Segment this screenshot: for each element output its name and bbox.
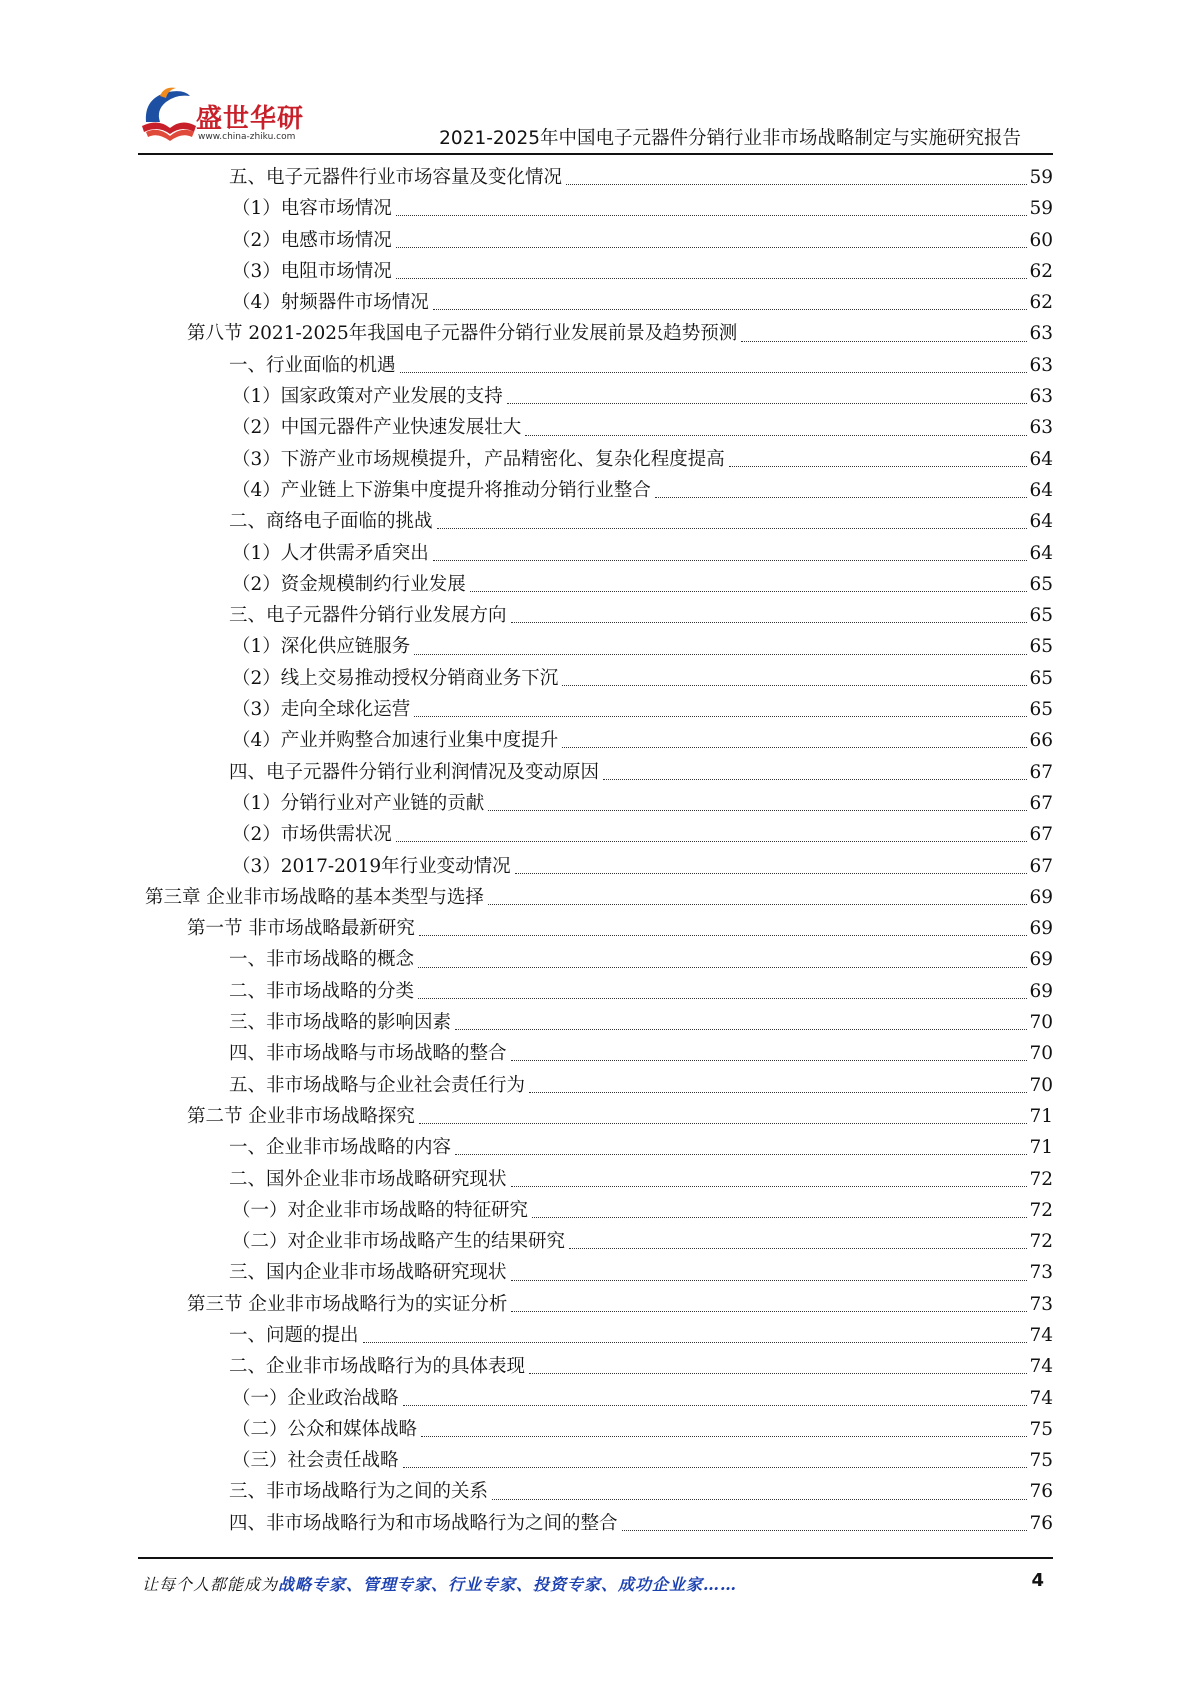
footer-slogan-roles: 战略专家、管理专家、行业专家、投资专家、成功企业家…… [278,1575,738,1594]
company-logo [138,82,313,152]
toc-entry-page: 73 [1029,1293,1053,1315]
toc-entry-page: 62 [1029,260,1053,282]
table-of-contents [0,162,1191,1539]
toc-entry-page: 72 [1029,1168,1053,1190]
toc-entry[interactable] [0,1320,1191,1351]
toc-entry-page: 67 [1029,855,1053,877]
toc-dot-leader [532,1217,1027,1218]
toc-entry-title: （1）人才供需矛盾突出 [232,542,429,564]
toc-dot-leader [363,1342,1028,1343]
toc-entry[interactable] [0,944,1191,975]
toc-entry-title: 第一节 非市场战略最新研究 [187,918,415,940]
toc-entry-title: （4）产业并购整合加速行业集中度提升 [232,730,559,752]
toc-entry-title: （2）市场供需状况 [232,824,392,846]
toc-entry[interactable] [0,193,1191,224]
toc-entry-page: 72 [1029,1231,1053,1253]
toc-dot-leader [529,1092,1027,1093]
toc-dot-leader [396,215,1028,216]
toc-dot-leader [414,654,1027,655]
toc-entry-page: 71 [1029,1105,1053,1127]
toc-entry[interactable] [0,882,1191,913]
toc-entry-page: 63 [1029,323,1053,345]
logo-url: www.china-zhiku.com [198,132,296,142]
toc-entry-title: （3）电阻市场情况 [232,260,392,282]
toc-entry-title: （2）线上交易推动授权分销商业务下沉 [232,667,559,689]
toc-dot-leader [511,1311,1027,1312]
toc-entry-title: （2）资金规模制约行业发展 [232,573,466,595]
toc-entry-title: （3）2017-2019年行业变动情况 [232,855,511,877]
toc-dot-leader [488,904,1028,905]
toc-entry[interactable] [0,287,1191,318]
toc-entry[interactable] [0,725,1191,756]
toc-entry-page: 65 [1029,605,1053,627]
toc-entry-title: 二、企业非市场战略行为的具体表现 [229,1356,526,1378]
toc-dot-leader [455,1029,1027,1030]
toc-entry-page: 74 [1029,1324,1053,1346]
toc-entry[interactable] [0,1164,1191,1195]
toc-dot-leader [655,497,1028,498]
toc-entry[interactable] [0,976,1191,1007]
toc-dot-leader [396,247,1028,248]
toc-entry-title: （1）分销行业对产业链的贡献 [232,792,485,814]
toc-entry-title: （二）公众和媒体战略 [232,1418,418,1440]
toc-entry-page: 72 [1029,1199,1053,1221]
toc-entry[interactable] [0,350,1191,381]
toc-entry[interactable] [0,1257,1191,1288]
toc-entry[interactable] [0,256,1191,287]
toc-entry-page: 65 [1029,699,1053,721]
toc-entry[interactable] [0,162,1191,193]
toc-entry-page: 70 [1029,1012,1053,1034]
toc-entry-title: （4）射频器件市场情况 [232,292,429,314]
toc-entry[interactable] [0,1445,1191,1476]
report-title: 2021-2025年中国电子元器件分销行业非市场战略制定与实施研究报告 [439,128,1021,149]
toc-entry[interactable] [0,1070,1191,1101]
toc-dot-leader [562,685,1027,686]
toc-entry-page: 65 [1029,573,1053,595]
toc-entry-title: 第二节 企业非市场战略探究 [187,1105,415,1127]
toc-entry-page: 67 [1029,792,1053,814]
toc-entry[interactable] [0,1414,1191,1445]
toc-entry[interactable] [0,1226,1191,1257]
toc-entry[interactable] [0,631,1191,662]
toc-entry-page: 59 [1029,198,1053,220]
logo-emblem-icon [138,82,200,144]
toc-dot-leader [529,1373,1027,1374]
toc-entry-page: 74 [1029,1387,1053,1409]
toc-entry-page: 65 [1029,636,1053,658]
toc-dot-leader [525,435,1027,436]
toc-entry[interactable] [0,444,1191,475]
toc-entry-page: 62 [1029,292,1053,314]
toc-entry-title: （一）对企业非市场战略的特征研究 [232,1199,529,1221]
toc-dot-leader [603,779,1027,780]
toc-dot-leader [418,967,1027,968]
toc-dot-leader [507,403,1028,404]
toc-entry-title: 五、电子元器件行业市场容量及变化情况 [229,167,563,188]
toc-entry[interactable] [0,1007,1191,1038]
footer-divider [138,1557,1053,1559]
toc-entry-page: 76 [1029,1512,1053,1534]
toc-entry-title: 三、非市场战略的影响因素 [229,1012,452,1034]
toc-dot-leader [569,1248,1027,1249]
toc-dot-leader [622,1530,1028,1531]
toc-entry-page: 69 [1029,918,1053,940]
toc-entry-title: 第三节 企业非市场战略行为的实证分析 [187,1293,508,1315]
toc-entry-page: 69 [1029,980,1053,1002]
toc-entry[interactable] [0,506,1191,537]
header-divider [138,153,1053,155]
toc-entry-page: 63 [1029,386,1053,408]
toc-dot-leader [433,309,1028,310]
toc-entry-title: （一）企业政治战略 [232,1387,399,1409]
toc-entry[interactable] [0,569,1191,600]
toc-entry-page: 65 [1029,667,1053,689]
toc-entry-title: 三、国内企业非市场战略研究现状 [229,1262,507,1284]
toc-entry-page: 67 [1029,761,1053,783]
toc-entry-page: 69 [1029,886,1053,908]
toc-entry-title: （3）走向全球化运营 [232,699,411,721]
footer-slogan-lead: 让每个人都能成为 [142,1575,279,1594]
toc-entry[interactable] [0,1476,1191,1507]
toc-entry-title: （2）中国元器件产业快速发展壮大 [232,417,522,439]
toc-entry-page: 74 [1029,1356,1053,1378]
toc-entry[interactable] [0,788,1191,819]
toc-entry[interactable] [0,318,1191,349]
page-header [0,0,1191,160]
toc-entry-title: （1）国家政策对产业发展的支持 [232,386,503,408]
toc-entry-title: （3）下游产业市场规模提升，产品精密化、复杂化程度提高 [232,448,725,470]
toc-entry-page: 63 [1029,354,1053,376]
toc-entry-title: 第三章 企业非市场战略的基本类型与选择 [145,886,484,908]
page-number: 4 [1031,1570,1044,1591]
toc-entry-page: 75 [1029,1450,1053,1472]
toc-dot-leader [566,184,1027,185]
toc-entry[interactable] [0,851,1191,882]
toc-entry-page: 64 [1029,542,1053,564]
toc-entry-title: 二、商络电子面临的挑战 [229,511,433,533]
toc-dot-leader [515,873,1028,874]
toc-entry[interactable] [0,538,1191,569]
toc-dot-leader [511,1060,1028,1061]
toc-entry[interactable] [0,225,1191,256]
toc-dot-leader [511,1186,1028,1187]
toc-entry-title: 四、非市场战略行为和市场战略行为之间的整合 [229,1512,618,1534]
toc-dot-leader [488,810,1027,811]
toc-dot-leader [562,747,1027,748]
toc-dot-leader [437,528,1028,529]
toc-entry[interactable] [0,663,1191,694]
toc-dot-leader [433,560,1028,561]
toc-entry[interactable] [0,381,1191,412]
toc-entry-title: （1）电容市场情况 [232,198,392,220]
toc-entry-title: （三）社会责任战略 [232,1450,399,1472]
toc-entry-title: 一、行业面临的机遇 [229,354,396,376]
toc-entry[interactable] [0,757,1191,788]
toc-dot-leader [419,1123,1028,1124]
toc-dot-leader [470,591,1028,592]
toc-entry[interactable] [0,1132,1191,1163]
toc-entry-page: 69 [1029,949,1053,971]
toc-entry[interactable] [0,1508,1191,1539]
toc-dot-leader [729,466,1028,467]
toc-entry-title: （2）电感市场情况 [232,229,392,251]
toc-entry-page: 75 [1029,1418,1053,1440]
toc-entry-page: 60 [1029,229,1053,251]
toc-entry-title: 一、问题的提出 [229,1324,359,1346]
toc-entry[interactable] [0,1038,1191,1069]
toc-entry[interactable] [0,412,1191,443]
toc-entry-title: （1）深化供应链服务 [232,636,411,658]
toc-entry-page: 64 [1029,448,1053,470]
toc-dot-leader [741,341,1027,342]
toc-entry-page: 67 [1029,824,1053,846]
toc-dot-leader [511,622,1028,623]
toc-entry-title: 二、非市场战略的分类 [229,980,415,1002]
toc-entry-page: 76 [1029,1481,1053,1503]
toc-dot-leader [400,372,1028,373]
toc-dot-leader [396,841,1028,842]
logo-name: 盛世华研 [196,104,305,134]
toc-entry-title: 第八节 2021-2025年我国电子元器件分销行业发展前景及趋势预测 [187,323,738,345]
toc-entry-title: 一、非市场战略的概念 [229,949,415,971]
toc-entry-title: 三、非市场战略行为之间的关系 [229,1481,489,1503]
toc-entry[interactable] [0,694,1191,725]
toc-dot-leader [419,935,1028,936]
toc-entry-title: 二、国外企业非市场战略研究现状 [229,1168,507,1190]
toc-entry-page: 73 [1029,1262,1053,1284]
toc-entry[interactable] [0,1195,1191,1226]
toc-entry-page: 70 [1029,1074,1053,1096]
toc-entry-title: 四、非市场战略与市场战略的整合 [229,1043,507,1065]
toc-entry-title: 四、电子元器件分销行业利润情况及变动原因 [229,761,600,783]
toc-entry-page: 59 [1029,167,1053,188]
toc-dot-leader [511,1280,1028,1281]
toc-entry[interactable] [0,913,1191,944]
toc-entry[interactable] [0,1383,1191,1414]
toc-entry-page: 64 [1029,511,1053,533]
toc-entry[interactable] [0,475,1191,506]
toc-entry[interactable] [0,819,1191,850]
toc-dot-leader [414,716,1027,717]
toc-dot-leader [455,1154,1027,1155]
toc-entry-page: 63 [1029,417,1053,439]
toc-dot-leader [396,278,1028,279]
toc-entry[interactable] [0,600,1191,631]
toc-dot-leader [492,1499,1027,1500]
toc-entry-title: （二）对企业非市场战略产生的结果研究 [232,1231,566,1253]
toc-entry[interactable] [0,1101,1191,1132]
footer-slogan [142,1572,737,1595]
toc-entry[interactable] [0,1351,1191,1382]
toc-dot-leader [403,1467,1028,1468]
toc-entry[interactable] [0,1289,1191,1320]
toc-entry-page: 70 [1029,1043,1053,1065]
toc-entry-title: 五、非市场战略与企业社会责任行为 [229,1074,526,1096]
toc-dot-leader [421,1436,1027,1437]
toc-dot-leader [403,1405,1028,1406]
toc-entry-title: 一、企业非市场战略的内容 [229,1137,452,1159]
toc-entry-page: 71 [1029,1137,1053,1159]
toc-entry-title: （4）产业链上下游集中度提升将推动分销行业整合 [232,479,651,501]
toc-entry-title: 三、电子元器件分销行业发展方向 [229,605,507,627]
toc-dot-leader [418,998,1027,999]
toc-entry-page: 64 [1029,479,1053,501]
toc-entry-page: 66 [1029,730,1053,752]
